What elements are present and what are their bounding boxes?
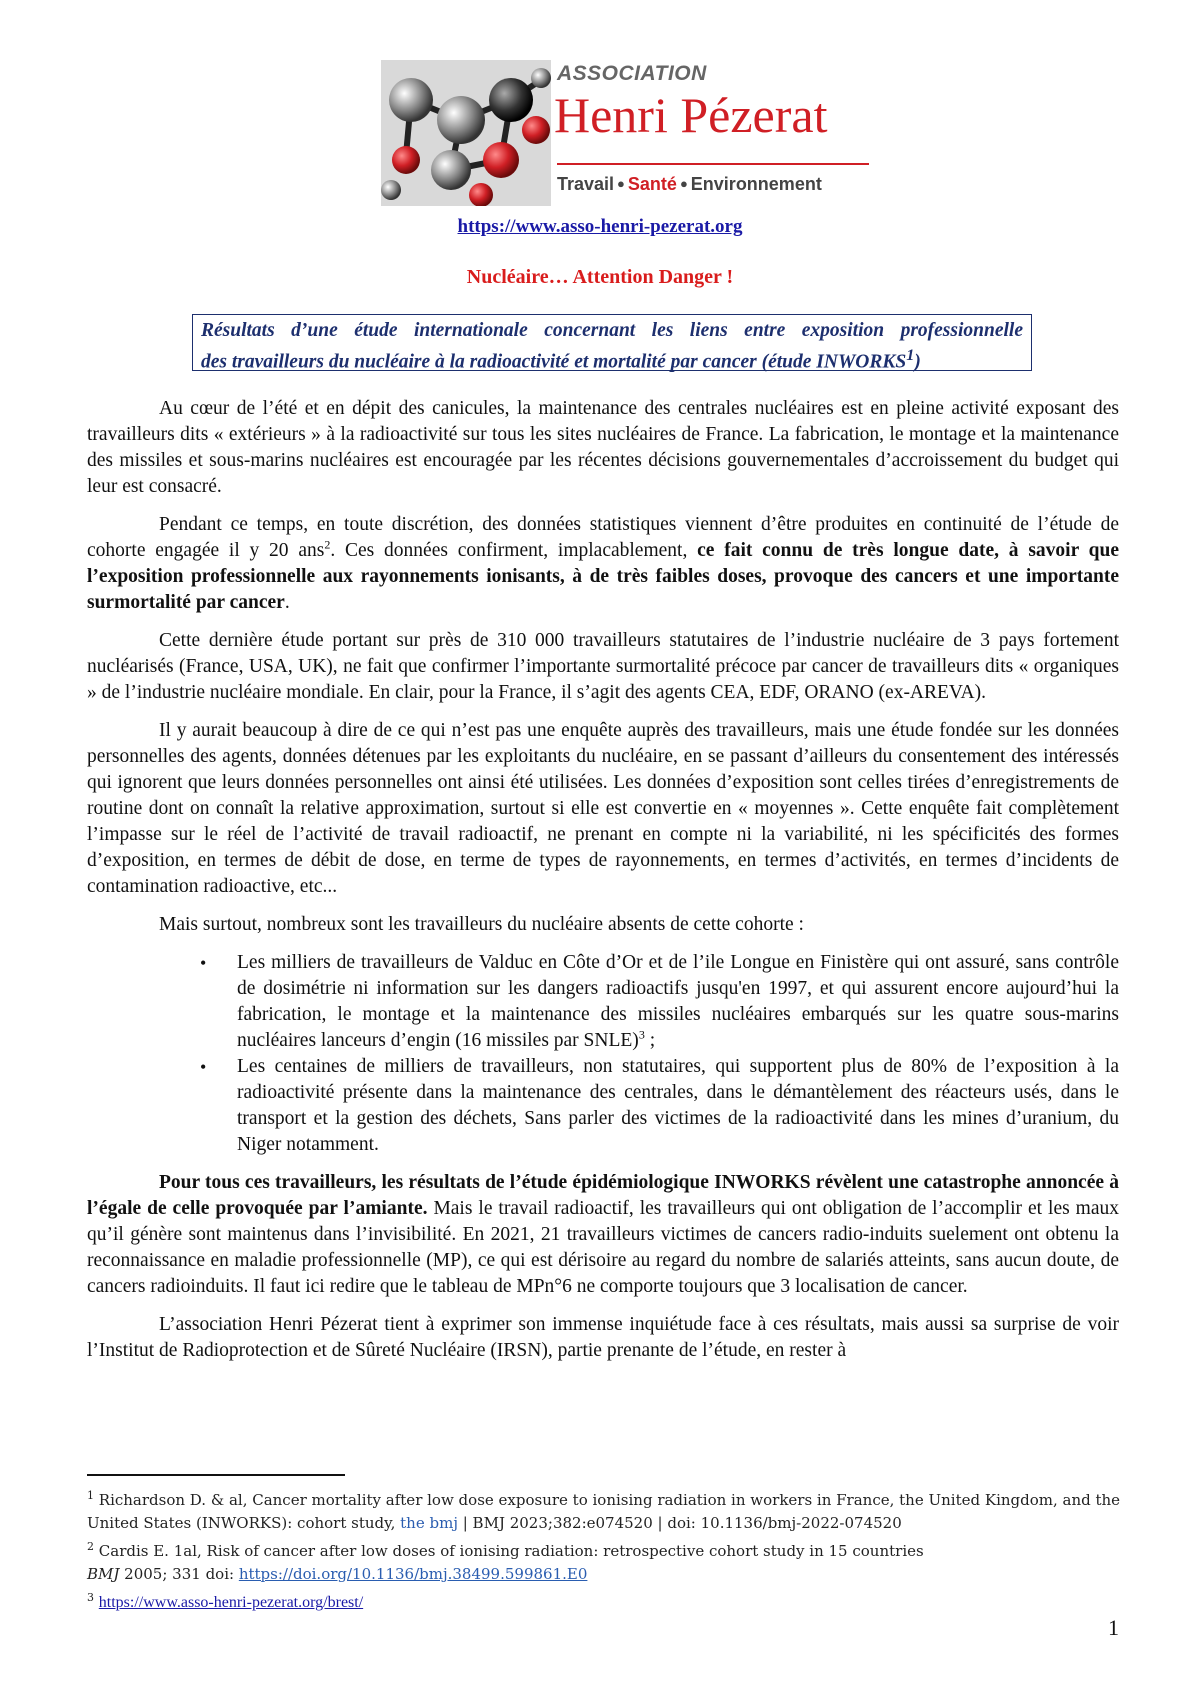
footnote-2-text-a: Cardis E. 1al, Risk of cancer after low doses of ionising radiation: retrospective cohort study in 15 countries: [98, 1542, 924, 1560]
paragraph-5: Mais surtout, nombreux sont les travailleurs du nucléaire absents de cette cohorte :: [159, 914, 804, 935]
footnote-2-number: 2: [87, 1540, 94, 1553]
page-headline: Nucléaire… Attention Danger !: [466, 266, 734, 288]
association-tagline: [557, 174, 822, 195]
footnote-2: [87, 1535, 1127, 1563]
footnote-2-continued: [87, 1563, 1127, 1586]
list-item: [87, 1054, 1119, 1158]
footnote-1: [87, 1484, 1127, 1535]
footnote-3-number: 3: [87, 1591, 94, 1604]
association-name: Henri Pézerat: [554, 87, 828, 143]
bullet-2-text: Les centaines de milliers de travailleurs, non statutaires, qui supportent plus de 80% de l’exposition à la radioactivité présente dans la maintenance des centrales, dans le démantèlement des réacteurs usés, dans le transport et la gestion des déchets, Sans parler des victimes de la radioactivité dans les mines d’uranium, du Niger notamment.: [237, 1056, 1119, 1155]
tagline-environnement: Environnement: [690, 174, 822, 194]
framed-title-line2: [201, 343, 1023, 375]
footnotes: [87, 1484, 1127, 1614]
paragraph-6-rest: Mais le travail radioactif, les travailleurs qui ont obligation de l’accomplir et les maux qu’il génère sont maintenus dans l’invisibilité. En 2021, 21 travailleurs victimes de cancers radio-induits suelement ont obtenu la reconnaissance en maladie professionnelle (MP), ce qui est dérisoire au regard du nombre de salariés atteints, sans aucun doute, de cancers radioinduits. Il faut ici redire que le tableau de MPn°6 ne comporte toujours que 3 localisation de cancer.: [87, 1198, 1119, 1297]
framed-title: [192, 314, 1032, 371]
article-body: [87, 396, 1119, 1376]
footnote-2-doi-link[interactable]: https://doi.org/10.1136/bmj.38499.599861.E0: [238, 1565, 588, 1583]
tagline-travail: Travail: [557, 174, 615, 194]
paragraph-1: Au cœur de l’été et en dépit des canicules, la maintenance des centrales nucléaires est en pleine activité exposant des travailleurs dits « extérieurs » à la radioactivité sur tous les sites nucléaires de France. La fabrication, le montage et la maintenance des missiles et sous-marins nucléaires est encouragée par les récentes décisions gouvernementales d’accroissement du budget qui leur est consacré.: [87, 398, 1119, 497]
bullet-1-end: ;: [644, 1030, 656, 1051]
paragraph-3: Cette dernière étude portant sur près de 310 000 travailleurs statutaires de l’industrie nucléaire de 3 pays fortement nucléarisés (France, USA, UK), ne fait que confirmer l’importante surmortalité précoce par cancer de travailleurs dits « organiques » de l’industrie nucléaire mondiale. En clair, pour la France, il s’agit des agents CEA, EDF, ORANO (ex-AREVA).: [87, 630, 1119, 703]
footnote-divider: [87, 1474, 345, 1476]
bullet-icon: •: [200, 953, 207, 973]
paragraph-2-text-a: Pendant ce temps, en toute discrétion, des données statistiques viennent d’être produites en continuité de l’étude de cohorte engagée il y 20 ans: [87, 514, 1119, 561]
association-logo: [381, 60, 873, 206]
paragraph-6: [87, 1170, 1119, 1300]
tagline-sante: Santé: [627, 174, 677, 194]
framed-title-line1: Résultats d’une étude internationale concernant les liens entre exposition professionnelle: [201, 320, 1023, 341]
framed-title-close: ): [914, 351, 921, 373]
bullet-1-text: Les milliers de travailleurs de Valduc en Côte d’Or et de l’ile Longue en Finistère qui ont assuré, sans contrôle de dosimétrie ni information sur les dangers radioactifs jusqu'en 1997, et qui assurent encore aujourd’hui la fabrication, le montage et la maintenance des missiles nucléaires embarqués sur les quatre sous-marins nucléaires lanceurs d’engin (16 missiles par SNLE): [237, 952, 1119, 1051]
tagline-dot-icon: ●: [617, 176, 625, 191]
page-number: 1: [1108, 1615, 1119, 1640]
footnote-ref-2[interactable]: 2: [324, 537, 331, 552]
paragraph-7: L’association Henri Pézerat tient à exprimer son immense inquiétude face à ces résultats, mais aussi sa surprise de voir l’Institut de Radioprotection et de Sûreté Nucléaire (IRSN), partie prenante de l’étude, en rester à: [87, 1314, 1119, 1361]
footnote-2-journal: BMJ: [87, 1565, 120, 1583]
molecule-graphic: [381, 60, 551, 206]
paragraph-2-text-b: . Ces données confirment, implacablement,: [330, 540, 698, 561]
footnote-ref-1[interactable]: 1: [906, 346, 915, 364]
paragraph-2-end: .: [284, 592, 290, 613]
tagline-dot-icon: ●: [679, 176, 688, 191]
paragraph-4: Il y aurait beaucoup à dire de ce qui n’est pas une enquête auprès des travailleurs, mais une étude fondée sur les données personnelles des agents, données détenues par les exploitants du nucléaire, en se passant d’ailleurs du consentement des intéressés qui ignorent que leurs données personnelles ont ainsi été utilisées. Les données d’exposition sont celles tirées d’enregistrements de routine dont on connaît la relative approximation, surtout si elle est convertie en « moyennes ». Cette enquête fait complètement l’impasse sur le réel de l’activité de travail radioactif, ne prenant en compte ni la variabilité, ni les spécificités des formes d’exposition, en termes de débit de dose, en terme de types de rayonnements, en termes d’activités, en termes d’incidents de contamination radioactive, etc...: [87, 720, 1119, 897]
logo-divider: [557, 163, 869, 165]
association-label: ASSOCIATION: [557, 62, 707, 85]
bullet-icon: •: [200, 1057, 207, 1077]
footnote-1-text-a: Richardson D. & al, Cancer mortality after low dose exposure to ionising radiation in workers in France, the United Kingdom, and the United States (INWORKS): cohort study,: [87, 1491, 1121, 1532]
paragraph-2: [87, 512, 1119, 616]
framed-title-line2-text: des travailleurs du nucléaire à la radioactivité et mortalité par cancer (étude INWORKS: [201, 351, 907, 373]
website-link[interactable]: https://www.asso-henri-pezerat.org: [457, 216, 743, 237]
paragraph-2-bold: ce fait connu de très longue date, à savoir que l’exposition professionnelle aux rayonnements ionisants, à de très faibles doses, provoque des cancers et une importante surmortalité par cancer: [87, 540, 1120, 613]
footnote-3-link[interactable]: https://www.asso-henri-pezerat.org/brest/: [98, 1594, 364, 1611]
footnote-2-text-b: 2005; 331 doi:: [119, 1565, 239, 1583]
footnote-3: [87, 1586, 1127, 1614]
footnote-1-number: 1: [87, 1489, 94, 1502]
bullet-list: [87, 950, 1119, 1158]
footnote-1-text-b: | BMJ 2023;382:e074520 | doi: 10.1136/bmj-2022-074520: [457, 1514, 902, 1532]
footnote-ref-3[interactable]: 3: [638, 1027, 645, 1042]
footnote-1-journal: the bmj: [400, 1514, 458, 1532]
paragraph-6-bold: Pour tous ces travailleurs, les résultats de l’étude épidémiologique INWORKS révèlent une catastrophe annoncée à l’égale de celle provoquée par l’amiante.: [87, 1172, 1119, 1219]
list-item: [87, 950, 1119, 1054]
